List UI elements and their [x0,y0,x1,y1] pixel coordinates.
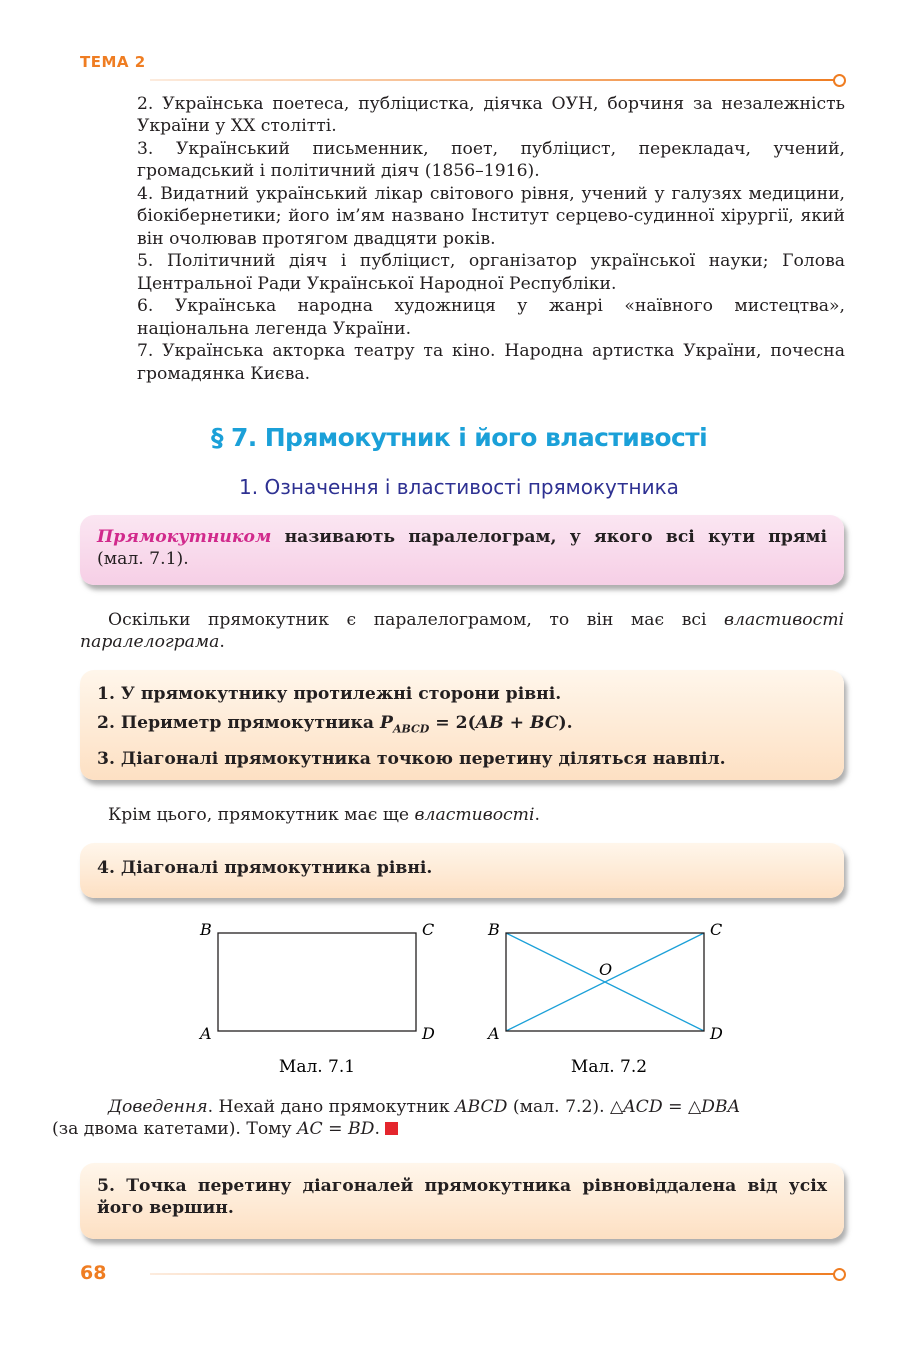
triangle-symbol: △ [687,1097,702,1117]
section-title: § 7. Прямокутник і його властивості [210,423,708,452]
property-5: 5. Точка перетину діагоналей прямокутника рівновіддалена від усіх його вершин. [97,1176,827,1219]
vertex-o: O [599,960,613,979]
formula-bc: BC [530,713,559,734]
perimeter-subscript: ABCD [392,722,430,736]
proof-label: Доведення [108,1097,208,1117]
caption-fig2: Мал. 7.2 [570,1057,648,1077]
figures [190,912,770,1082]
formula-plus: + [503,713,530,734]
footer-rule [150,1273,836,1275]
perimeter-symbol: P [380,713,393,734]
proof-text: . [374,1119,386,1140]
rectangle-fig1 [218,933,416,1031]
theme-label: ТЕМА 2 [80,53,146,71]
list-item: 3. Український письменник, поет, публіцист, перекладач, учений, громадський і політичний діяч (1856–1916). [137,138,845,182]
property-4: 4. Діагоналі прямокутника рівні. [97,858,433,878]
paragraph-parallelogram [80,609,844,654]
property-5-box [80,1163,844,1239]
triangle-symbol: △ [610,1097,624,1117]
proof-text: . Нехай дано прямокутник [207,1097,456,1117]
paragraph-end: . [219,632,225,653]
list-item: 2. Українська поетеса, публіцистка, діячка ОУН, борчиня за незалежність України у ХХ столітті. [137,94,845,137]
vertex-d: D [422,1024,435,1043]
proof-abcd: ABCD [455,1097,508,1117]
formula-eq: = 2( [429,713,476,734]
proof-paragraph [52,1096,844,1141]
paragraph-end: . [534,805,540,825]
qed-square-icon [385,1122,398,1135]
definition-ref: (мал. 7.1). [97,549,189,570]
list-item: 4. Видатний український лікар світового рівня, учений у галузях медицини, біокібернетики; його ім’ям названо Інститут серцево-судинної хірургії, який він очолював протягом двадцяти років. [137,183,845,249]
proof-text: (мал. 7.2). [507,1097,611,1117]
proof-bd: BD [348,1119,375,1140]
proof-text: (за двома катетами). Тому [52,1119,298,1140]
proof-eq: = [322,1119,349,1140]
vertex-a: A [488,1024,500,1043]
vertex-b: B [488,920,500,939]
formula-end: ). [558,713,573,734]
paragraph-italic: властивості паралелограма [80,610,844,653]
header-rule-dot [833,74,846,87]
property-3: 3. Діагоналі прямокутника точкою перетину діляться навпіл. [97,749,726,770]
vertex-c: C [422,920,435,939]
answer-list [137,93,845,385]
list-item: 5. Політичний діяч і публіцист, організатор української науки; Голова Центральної Ради Української Народної Республіки. [137,251,845,294]
vertex-b: B [200,920,212,939]
proof-acd: ACD [623,1097,663,1117]
list-item: 7. Українська акторка театру та кіно. Народна артистка України, почесна громадянка Києва. [137,341,845,384]
proof-eq: = [662,1097,688,1117]
definition-box [80,515,844,585]
paragraph-text: Оскільки прямокутник є паралелограмом, то він має всі [108,610,725,630]
header-rule [150,79,836,81]
paragraph-more-properties [108,804,844,826]
subsection-title: 1. Означення і властивості прямокутника [239,475,679,499]
property-4-box [80,843,844,898]
property-2-text: 2. Периметр прямокутника [97,713,380,734]
definition-term: Прямокутником [97,527,272,547]
formula-ab: AB [475,713,504,734]
vertex-c: C [710,920,723,939]
vertex-d: D [710,1024,723,1043]
proof-dba: DBA [701,1097,740,1117]
definition-text: називають паралелограм, у якого всі кути прямі [271,527,827,547]
paragraph-italic: властивості [414,805,535,825]
page-number: 68 [80,1262,107,1284]
proof-ac: AC [297,1119,323,1140]
caption-fig1: Мал. 7.1 [278,1057,356,1077]
property-1: 1. У прямокутнику протилежні сторони рівні. [97,684,562,704]
vertex-a: A [200,1024,212,1043]
list-item: 6. Українська народна художниця у жанрі «наївного мистецтва», національна легенда України. [137,296,845,339]
property-2 [97,712,827,741]
properties-box [80,670,844,780]
footer-rule-dot [833,1268,846,1281]
paragraph-text: Крім цього, прямокутник має ще [108,805,415,825]
